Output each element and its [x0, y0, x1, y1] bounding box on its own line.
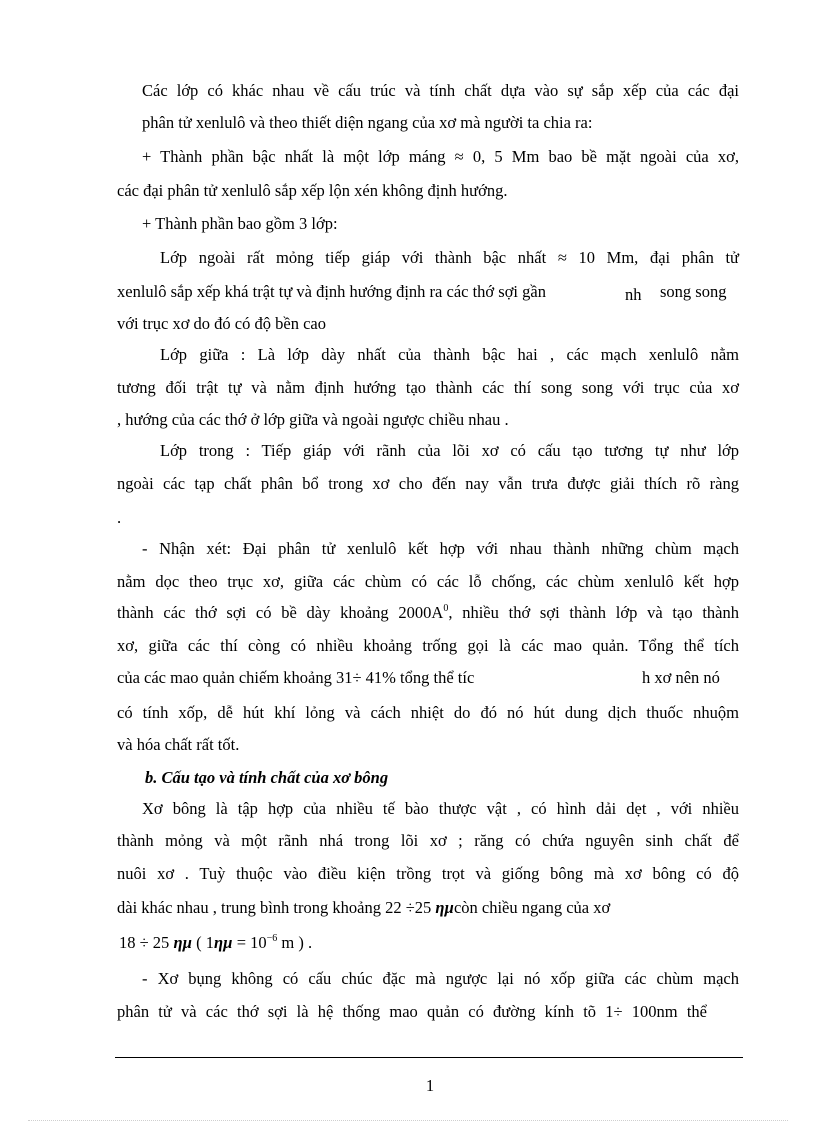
text-fragment: = 10: [236, 933, 267, 952]
text-line: - Xơ bụng không có cấu chúc đặc mà ngược lại nó xốp giữa các chùm mạch: [142, 969, 739, 988]
text-line: [117, 281, 546, 303]
text-line: có tính xốp, dễ hút khí lỏng và cách nhiệt do đó nó hút dung dịch thuốc nhuộm: [117, 703, 739, 722]
text-line: xơ, giữa các thí còng có nhiều khoảng trống gọi là các mao quản. Tổng thể tích: [117, 636, 739, 655]
text-line: .: [117, 508, 122, 527]
unit-symbol: ηµ: [435, 898, 454, 917]
page-bottom-border: [28, 1120, 788, 1121]
text-line: - Nhận xét: Đại phân tử xenlulô kết hợp với nhau thành những chùm mạch: [142, 539, 739, 558]
text-line: Lớp ngoài rất mỏng tiếp giáp với thành bậc nhất ≈ 10 Mm, đại phân tử: [160, 248, 739, 267]
text-line: phân tử xenlulô và theo thiết diện ngang của xơ mà người ta chia ra:: [142, 113, 593, 132]
text-fragment: nh: [625, 285, 642, 304]
text-fragment: còn chiều ngang của xơ: [453, 898, 611, 917]
unit-symbol: ηµ: [173, 933, 192, 952]
text-line: + Thành phần bao gồm 3 lớp:: [142, 214, 338, 233]
text-line: [119, 932, 312, 954]
section-heading: b. Cấu tạo và tính chất của xơ bông: [145, 768, 389, 787]
text-line: [117, 897, 610, 919]
text-line: và hóa chất rất tốt.: [117, 735, 240, 754]
text-line: ngoài các tạp chất phân bổ trong xơ cho đến nay vẫn trưa được giải thích rõ ràng: [117, 474, 739, 493]
text-fragment: h xơ nên nó: [642, 668, 720, 687]
footer-divider: [115, 1057, 743, 1058]
text-line: [117, 602, 739, 624]
text-line: thành mỏng và một rãnh nhá trong lõi xơ ; răng có chứa nguyên sinh chất để: [117, 831, 739, 850]
text-fragment: 18 ÷ 25: [119, 933, 170, 952]
text-line: nằm dọc theo trục xơ, giữa các chùm có các lỗ chống, các chùm xenlulô kết hợp: [117, 572, 739, 591]
superscript: −6: [266, 933, 278, 944]
text-fragment: ( 1: [196, 933, 214, 952]
text-line: , hướng của các thớ ở lớp giữa và ngoài ngược chiều nhau .: [117, 410, 509, 429]
text-fragment: xenlulô sắp xếp khá trật tự và định hướng định ra các thớ sợi gần: [117, 282, 546, 301]
text-line: tương đối trật tự và nằm định hướng tạo thành các thí song song với trục của xơ: [117, 378, 739, 397]
superscript: 0: [443, 603, 449, 614]
page-number: 1: [425, 1076, 435, 1095]
text-line: Các lớp có khác nhau về cấu trúc và tính chất dựa vào sự sắp xếp của các đại: [142, 81, 739, 100]
text-line: + Thành phần bậc nhất là một lớp máng ≈ 0, 5 Mm bao bề mặt ngoài của xơ,: [142, 147, 739, 166]
text-line: Lớp giữa : Là lớp dày nhất của thành bậc hai , các mạch xenlulô nằm: [160, 345, 739, 364]
text-line: Xơ bông là tập hợp của nhiều tế bào thược vật , có hình dải dẹt , với nhiều: [142, 799, 739, 818]
unit-symbol: ηµ: [214, 933, 233, 952]
text-fragment: dài khác nhau , trung bình trong khoảng 22 ÷25: [117, 898, 432, 917]
text-line: phân tử và các thớ sợi là hệ thống mao quản có đường kính tõ 1÷ 100nm thể: [117, 1002, 707, 1021]
text-line: các đại phân tử xenlulô sắp xếp lộn xén không định hướng.: [117, 181, 508, 200]
text-line: Lớp trong : Tiếp giáp với rãnh của lõi xơ có cấu tạo tương tự như lớp: [160, 441, 739, 460]
text-fragment: , nhiều thớ sợi thành lớp và tạo thành: [448, 603, 739, 622]
text-fragment: song song: [660, 282, 727, 301]
text-fragment: m ) .: [281, 933, 313, 952]
text-fragment: thành các thớ sợi có bề dày khoảng 2000A: [117, 603, 444, 622]
text-line: với trục xơ do đó có độ bền cao: [117, 314, 326, 333]
text-fragment: của các mao quản chiếm khoảng 31÷ 41% tổng thể tíc: [117, 668, 475, 687]
text-line: nuôi xơ . Tuỳ thuộc vào điều kiện trồng trọt và giống bông mà xơ bông có độ: [117, 864, 739, 883]
